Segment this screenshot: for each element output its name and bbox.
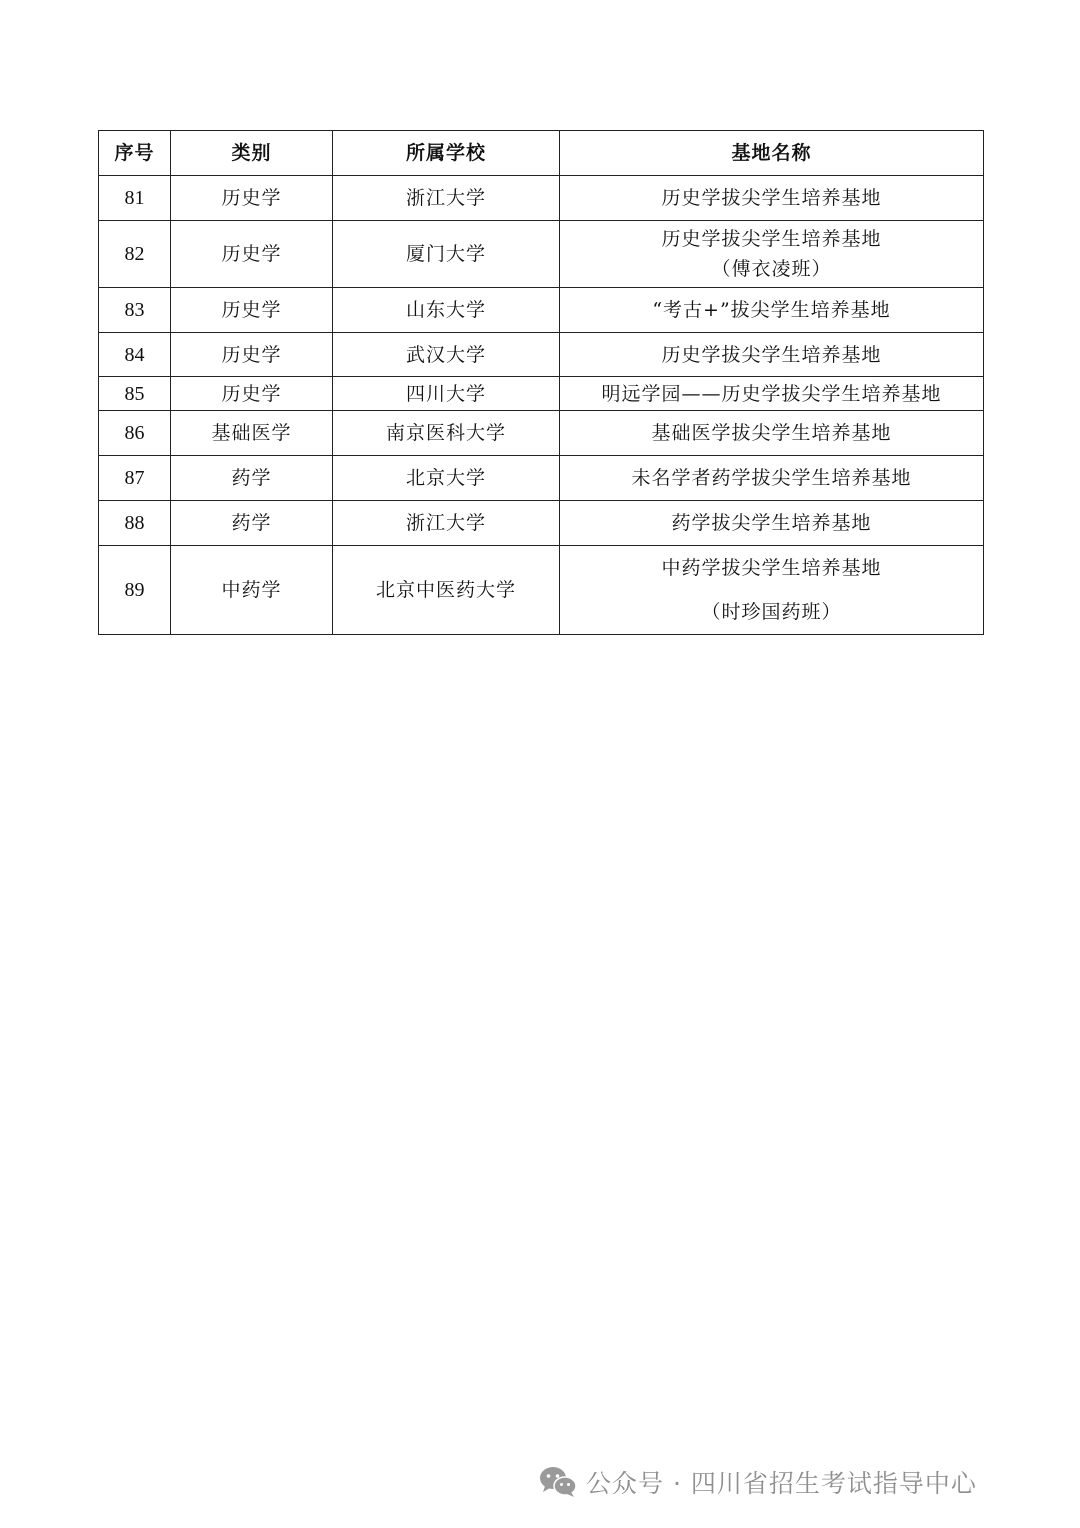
row-index: 84 [99, 333, 171, 377]
row-category: 历史学 [171, 288, 333, 333]
header-index: 序号 [99, 131, 171, 176]
base-name-line: 中药学拔尖学生培养基地 [661, 557, 882, 579]
row-index: 83 [99, 288, 171, 333]
row-school: 四川大学 [333, 377, 560, 411]
row-base-name: 基础医学拔尖学生培养基地 [560, 411, 984, 456]
row-category: 药学 [171, 501, 333, 546]
row-index: 87 [99, 456, 171, 501]
header-category: 类别 [171, 131, 333, 176]
row-index: 85 [99, 377, 171, 411]
table-row [99, 456, 984, 501]
row-school: 北京大学 [333, 456, 560, 501]
table-row [99, 546, 984, 635]
row-school: 武汉大学 [333, 333, 560, 377]
base-list-table [98, 130, 984, 635]
row-base-name [560, 221, 984, 288]
table-row [99, 288, 984, 333]
row-base-name: 药学拔尖学生培养基地 [560, 501, 984, 546]
row-school: 浙江大学 [333, 501, 560, 546]
row-category: 中药学 [171, 546, 333, 635]
table-row [99, 411, 984, 456]
row-index: 89 [99, 546, 171, 635]
row-category: 历史学 [171, 176, 333, 221]
row-base-name: 未名学者药学拔尖学生培养基地 [560, 456, 984, 501]
table-row [99, 176, 984, 221]
header-school: 所属学校 [333, 131, 560, 176]
base-name-subline: （傅衣凌班） [711, 258, 832, 280]
row-index: 81 [99, 176, 171, 221]
row-category: 历史学 [171, 221, 333, 288]
watermark [538, 1462, 977, 1502]
row-index: 88 [99, 501, 171, 546]
table-row [99, 377, 984, 411]
row-school: 北京中医药大学 [333, 546, 560, 635]
base-name-line: 历史学拔尖学生培养基地 [661, 228, 882, 250]
watermark-text: 公众号 · 四川省招生考试指导中心 [586, 1469, 977, 1498]
row-school: 山东大学 [333, 288, 560, 333]
row-index: 86 [99, 411, 171, 456]
row-category: 历史学 [171, 377, 333, 411]
wechat-icon [538, 1465, 578, 1499]
row-category: 历史学 [171, 333, 333, 377]
table-row [99, 221, 984, 288]
header-base-name: 基地名称 [560, 131, 984, 176]
row-category: 药学 [171, 456, 333, 501]
row-index: 82 [99, 221, 171, 288]
row-school: 南京医科大学 [333, 411, 560, 456]
row-base-name: “考古+”拔尖学生培养基地 [560, 288, 984, 333]
row-school: 厦门大学 [333, 221, 560, 288]
row-base-name: 历史学拔尖学生培养基地 [560, 176, 984, 221]
table-header-row [99, 131, 984, 176]
row-base-name: 明远学园——历史学拔尖学生培养基地 [560, 377, 984, 411]
row-base-name [560, 546, 984, 635]
table-row [99, 501, 984, 546]
row-school: 浙江大学 [333, 176, 560, 221]
row-base-name: 历史学拔尖学生培养基地 [560, 333, 984, 377]
base-name-subline: （时珍国药班） [701, 601, 842, 623]
row-category: 基础医学 [171, 411, 333, 456]
table-row [99, 333, 984, 377]
